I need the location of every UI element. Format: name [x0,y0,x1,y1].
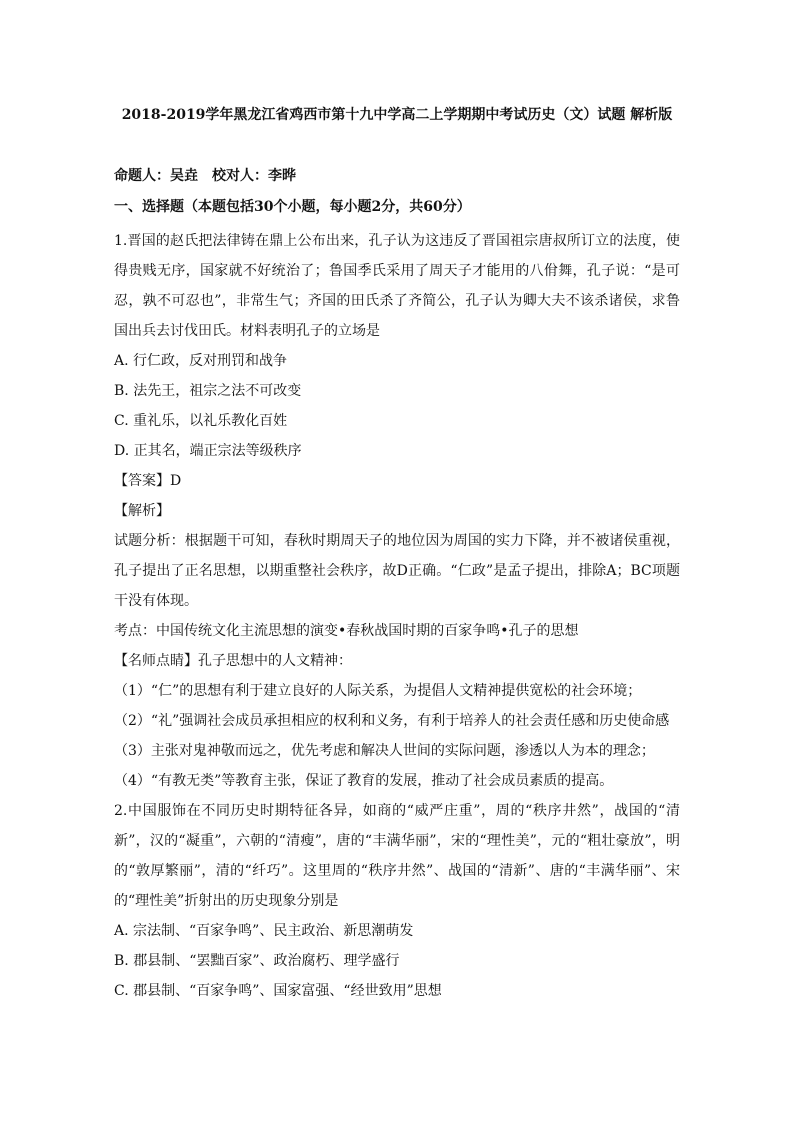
document-body [114,226,680,1006]
document-title: 2018-2019学年黑龙江省鸡西市第十九中学高二上学期期中考试历史（文）试题 解析版 [121,107,673,123]
tip-text: 孔子思想中的人文精神： [198,653,352,669]
question-1-point: 考点：中国传统文化主流思想的演变•春秋战国时期的百家争鸣•孔子的思想 [114,623,579,639]
question-2-option-c: C. 郡县制、“百家争鸣”、国家富强、“经世致用”思想 [114,983,442,999]
question-1-tip-heading [114,646,680,676]
tip-label: 【名师点睛】 [114,653,198,669]
question-1-stem: 1.晋国的赵氏把法律铸在鼎上公布出来，孔子认为这违反了晋国祖宗唐叔所订立的法度，使得贵贱无序，国家就不好统治了；鲁国季氏采用了周天子才能用的八佾舞，孔子说：“是可忍，孰不可忍也”，非常生气；齐国的田氏杀了齐简公，孔子认为卿大夫不该杀诸侯，求鲁国出兵去讨伐田氏。材料表明孔子的立场是 [114,233,680,339]
question-2-option-b: B. 郡县制、“罢黜百家”、政治腐朽、理学盛行 [114,953,400,969]
question-1-answer: 【答案】D [114,473,182,489]
question-1-tip-3: （3）主张对鬼神敬而远之，优先考虑和解决人世间的实际问题，渗透以人为本的理念； [114,743,655,759]
author-line: 命题人：吴垚 校对人：李晔 [114,168,296,184]
question-2-stem: 2.中国服饰在不同历史时期特征各异，如商的“威严庄重”，周的“秩序井然”，战国的“清新”，汉的“凝重”，六朝的“清瘦”，唐的“丰满华丽”，宋的“理性美”，元的“粗壮豪放”，明的“敦厚繁丽”，清的“纤巧”。这里周的“秩序井然”、战国的“清新”、唐的“丰满华丽”、宋的“理性美”折射出的历史现象分别是 [114,803,680,909]
question-2-option-a: A. 宗法制、“百家争鸣”、民主政治、新思潮萌发 [114,923,414,939]
section-heading: 一、选择题（本题包括30个小题，每小题2分，共60分） [114,199,471,215]
question-1-analysis-label: 【解析】 [114,503,170,519]
question-1-option-a: A. 行仁政，反对刑罚和战争 [114,353,288,369]
question-1-option-d: D. 正其名，端正宗法等级秩序 [114,443,302,459]
question-1-tip-4: （4）“有教无类”等教育主张，保证了教育的发展，推动了社会成员素质的提高。 [114,773,614,789]
question-1-option-b: B. 法先王，祖宗之法不可改变 [114,383,302,399]
question-1-analysis: 试题分析：根据题干可知，春秋时期周天子的地位因为周国的实力下降，并不被诸侯重视，孔子提出了正名思想，以期重整社会秩序，故D正确。“仁政”是孟子提出，排除A；BC项题干没有体现。 [114,533,680,609]
question-1-option-c: C. 重礼乐，以礼乐教化百姓 [114,413,288,429]
question-1-tip-1: （1）“仁”的思想有利于建立良好的人际关系，为提倡人文精神提供宽松的社会环境； [114,683,642,699]
question-1-tip-2: （2）“礼”强调社会成员承担相应的权利和义务，有利于培养人的社会责任感和历史使命感 [114,713,670,729]
